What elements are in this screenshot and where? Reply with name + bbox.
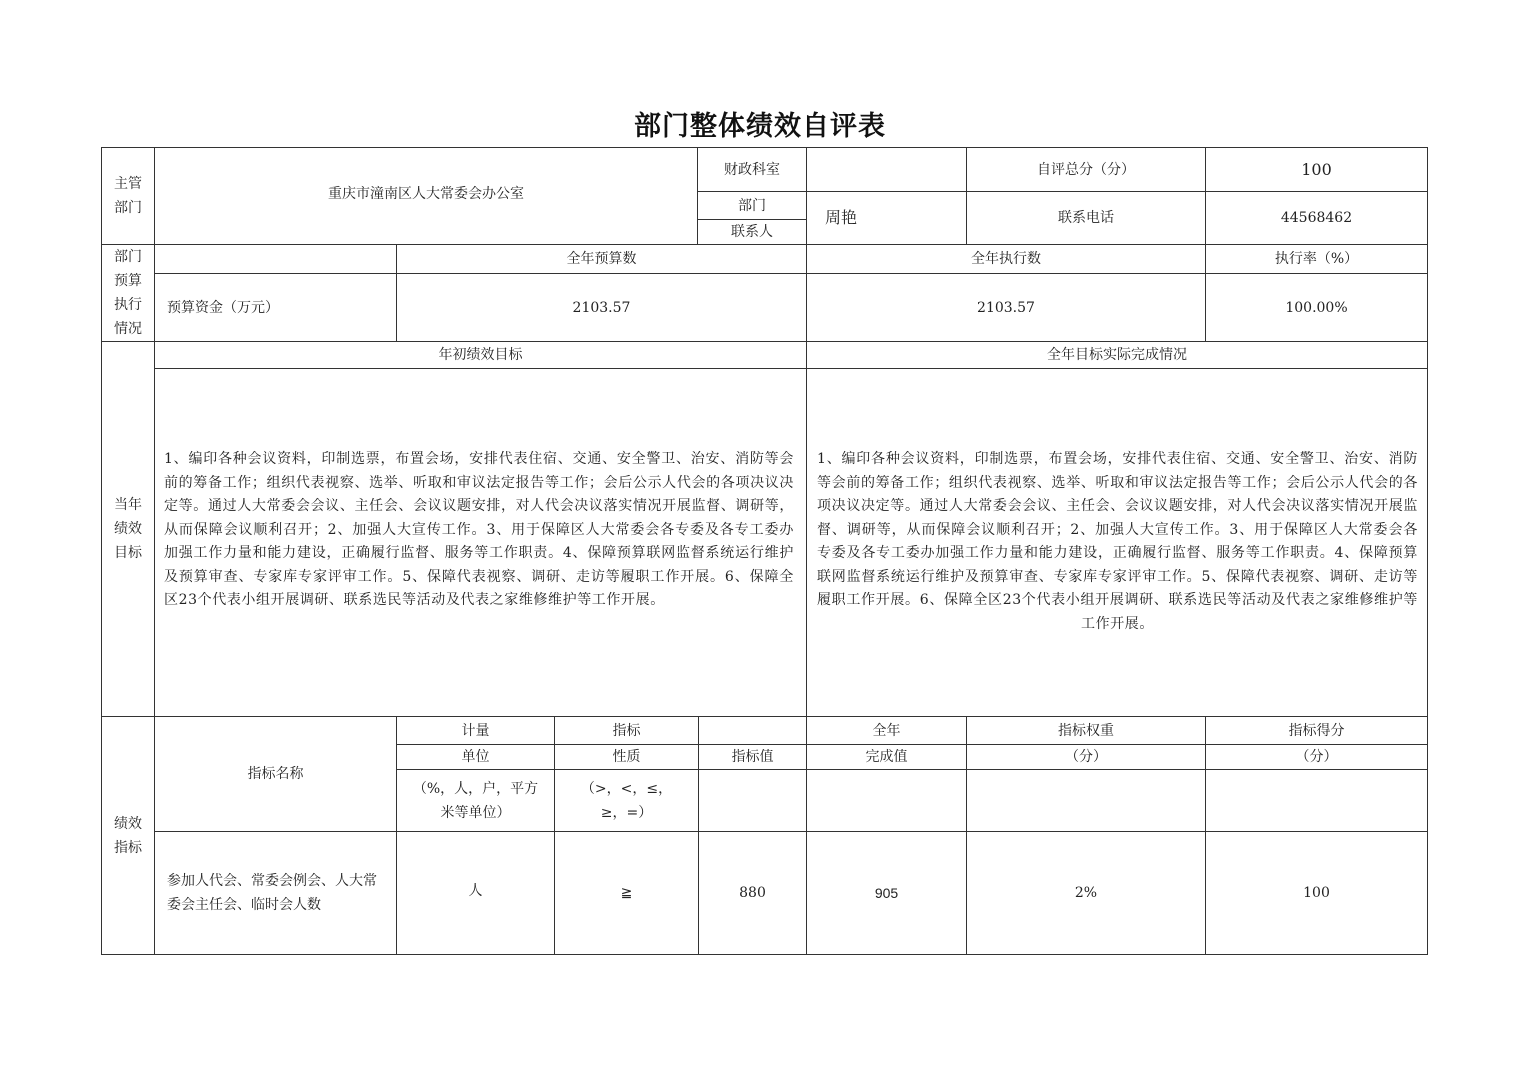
h-weight-1: 指标权重	[1058, 722, 1114, 739]
col-rate: 执行率（%）	[1274, 251, 1359, 267]
h-unit-2: 单位	[461, 749, 490, 765]
indicator-unit: 人	[468, 883, 483, 899]
finance-label: 财政科室	[724, 161, 780, 178]
indicator-score: 100	[1303, 885, 1330, 901]
h-unit-1: 计量	[461, 722, 490, 739]
page-title: 部门整体绩效自评表	[634, 111, 886, 142]
contact-label: 联系人	[731, 224, 773, 240]
score-label: 自评总分（分）	[1037, 161, 1135, 178]
contact-value: 周艳	[825, 208, 858, 227]
dept-value: 重庆市潼南区人大常委会办公室	[328, 186, 524, 202]
budget-value: 2103.57	[572, 299, 631, 316]
budget-row-label: 预算资金（万元）	[167, 299, 279, 316]
table-border-right	[1427, 147, 1428, 955]
h-score-2: （分）	[1295, 749, 1338, 765]
col-actual: 全年目标实际完成情况	[1047, 347, 1187, 363]
budget-section-label: 部门 预算 执行 情况	[114, 249, 142, 337]
h-done-1: 全年	[872, 722, 901, 739]
indicator-nature: ≧	[620, 885, 633, 901]
h-score-1: 指标得分	[1288, 722, 1345, 739]
h-nature-2: 性质	[612, 749, 641, 765]
actual-text: 1、编印各种会议资料，印制选票，布置会场，安排代表住宿、交通、安全警卫、治安、消防等会前的筹备工作；组织代表视察、选举、听取和审议法定报告等工作；会后公示人代会的各项决议决定等。通过人大常委会会议、主任会、会议议题安排，对人代会决议落实情况开展监督、调研等，从而保障会议顺利召开；2、加强人大宣传工作。3、用于保障区人大常委会各专委及各专工委办加强工作力量和能力建设，正确履行监督、服务等工作职责。4、保障预算联网监督系统运行维护及预算审查、专家库专家评审工作。5、保障代表视察、调研、走访等履职工作开展。6、保障全区23个代表小组开展调研、联系选民等活动及代表之家维修维护等工作开展。	[817, 451, 1418, 632]
h-weight-2: （分）	[1065, 749, 1107, 765]
indicators-section-label: 绩效 指标	[114, 815, 142, 856]
dept-label: 主管 部门	[114, 176, 142, 216]
h-value: 指标值	[731, 749, 774, 765]
indicator-weight: 2%	[1074, 885, 1098, 901]
h-nature-3: （>，<，≤，≥，=）	[580, 780, 673, 821]
phone-label: 联系电话	[1058, 210, 1114, 226]
dept-contact-label: 部门	[738, 197, 766, 214]
exec-value: 2103.57	[977, 299, 1035, 316]
rate-value: 100.00%	[1285, 299, 1348, 316]
goals-section-label: 当年 绩效 目标	[114, 497, 142, 561]
indicator-done: 905	[874, 885, 899, 901]
col-budget: 全年预算数	[566, 251, 637, 267]
finance-value	[807, 148, 966, 191]
indicator-value: 880	[739, 885, 766, 901]
indicator-name: 参加人代会、常委会例会、人大常委会主任会、临时会人数	[167, 873, 377, 913]
rule	[154, 368, 1428, 369]
h-unit-3: （%，人，户，平方米等单位）	[412, 780, 539, 821]
h-nature-1: 指标	[612, 722, 641, 739]
col-target: 年初绩效目标	[438, 347, 523, 363]
col-exec: 全年执行数	[971, 251, 1041, 267]
phone-value: 44568462	[1280, 210, 1353, 226]
target-text: 1、编印各种会议资料，印制选票，布置会场，安排代表住宿、交通、安全警卫、治安、消防等会前的筹备工作；组织代表视察、选举、听取和审议法定报告等工作；会后公示人代会的各项决议决定等。通过人大常委会会议、主任会、会议议题安排，对人代会决议落实情况开展监督、调研等，从而保障会议顺利召开；2、加强人大宣传工作。3、用于保障区人大常委会各专委及各专工委办加强工作力量和能力建设，正确履行监督、服务等工作职责。4、保障预算联网监督系统运行维护及预算审查、专家库专家评审工作。5、保障代表视察、调研、走访等履职工作开展。6、保障全区23个代表小组开展调研、联系选民等活动及代表之家维修维护等工作开展。	[164, 451, 794, 608]
score-value: 100	[1301, 159, 1332, 179]
h-done-2: 完成值	[865, 749, 908, 765]
h-name: 指标名称	[247, 766, 304, 782]
table-border-bottom	[101, 954, 1428, 955]
